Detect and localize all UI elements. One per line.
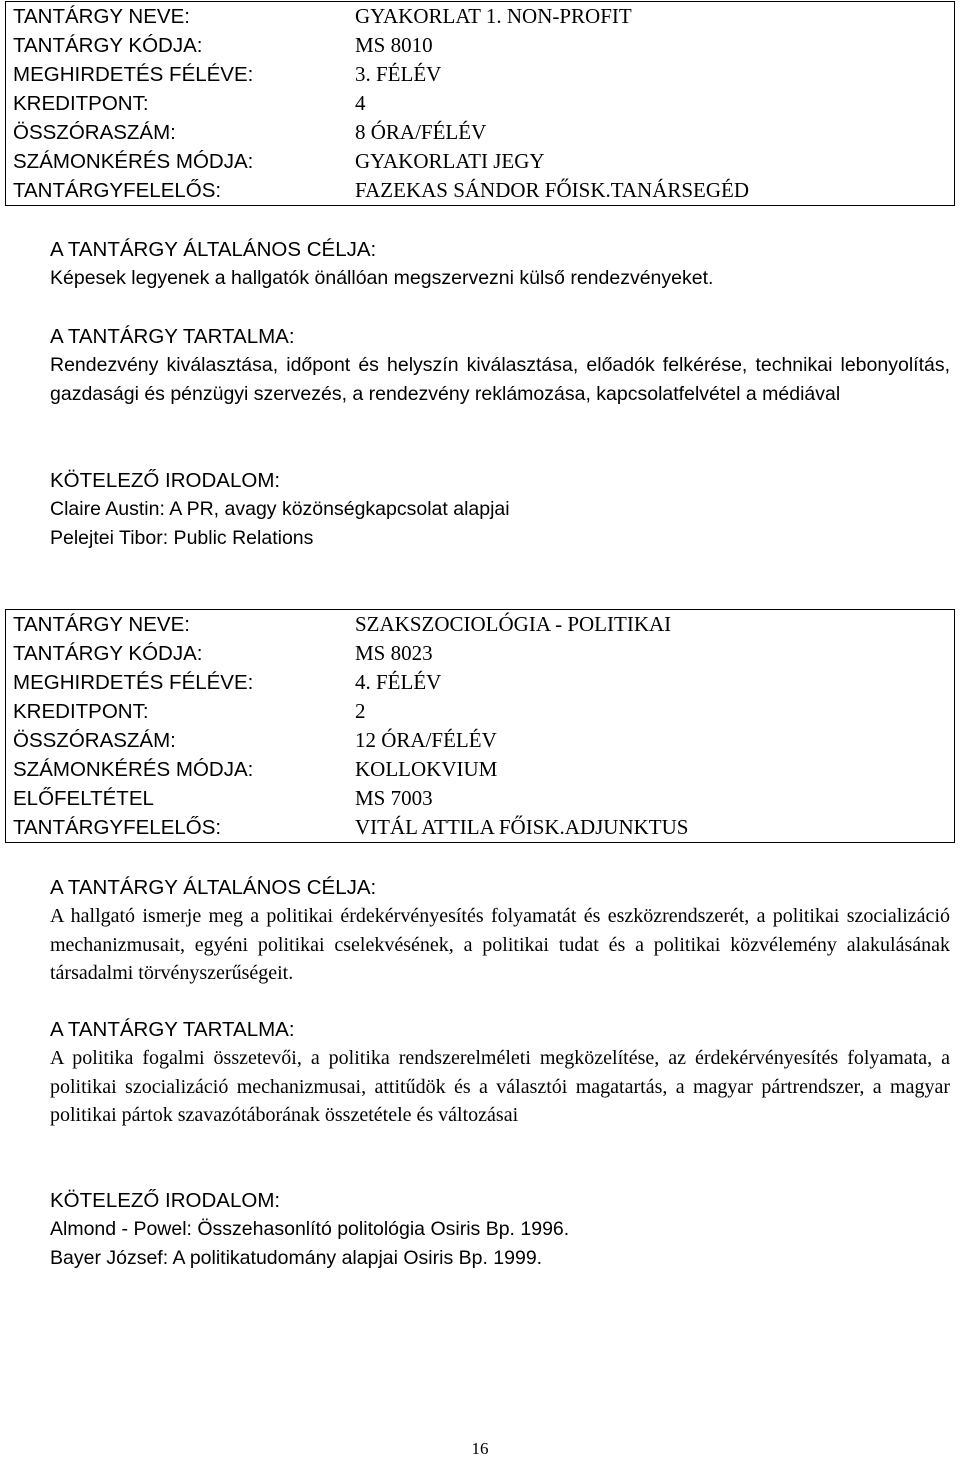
course2-row-name [6, 610, 954, 639]
course1-name-value: GYAKORLAT 1. NON-PROFIT [355, 4, 632, 28]
course2-hours-value: 12 ÓRA/FÉLÉV [355, 728, 497, 752]
course1-responsible-label: TANTÁRGYFELELŐS: [13, 179, 222, 202]
course2-row-semester [6, 668, 954, 697]
course2-credits-value: 2 [355, 699, 366, 723]
course2-content-heading: A TANTÁRGY TARTALMA: [50, 1018, 295, 1041]
course2-semester-label: MEGHIRDETÉS FÉLÉVE: [13, 671, 254, 694]
course1-info-table [5, 1, 955, 206]
course2-assessment-value: KOLLOKVIUM [355, 757, 498, 781]
course1-content-section [50, 323, 950, 408]
course2-row-prerequisite [6, 784, 954, 813]
course1-code-value: MS 8010 [355, 33, 433, 57]
course2-info-table [5, 609, 955, 843]
course1-assessment-value: GYAKORLATI JEGY [355, 149, 545, 173]
course2-responsible-value: VITÁL ATTILA FŐISK.ADJUNKTUS [355, 815, 689, 839]
course2-literature-section [50, 1187, 950, 1272]
course2-code-value: MS 8023 [355, 641, 433, 665]
course2-literature-heading: KÖTELEZŐ IRODALOM: [50, 1189, 281, 1212]
course2-row-responsible [6, 813, 954, 842]
course2-semester-value: 4. FÉLÉV [355, 670, 442, 694]
course2-prerequisite-value: MS 7003 [355, 786, 433, 810]
course1-responsible-value: FAZEKAS SÁNDOR FŐISK.TANÁRSEGÉD [355, 178, 750, 202]
course1-row-name [6, 2, 954, 31]
course1-hours-label: ÖSSZÓRASZÁM: [13, 121, 176, 144]
course2-hours-label: ÖSSZÓRASZÁM: [13, 729, 176, 752]
course1-code-label: TANTÁRGY KÓDJA: [13, 34, 203, 57]
course2-assessment-label: SZÁMONKÉRÉS MÓDJA: [13, 758, 254, 781]
course2-row-credits [6, 697, 954, 726]
course2-literature-item: Bayer József: A politikatudomány alapjai Osiris Bp. 1999. [50, 1246, 543, 1269]
course1-credits-label: KREDITPONT: [13, 92, 149, 115]
course2-literature-item: Almond - Powel: Összehasonlító politológia Osiris Bp. 1996. [50, 1218, 570, 1240]
course2-row-assessment [6, 755, 954, 784]
course1-credits-value: 4 [355, 91, 366, 115]
page-number: 16 [471, 1439, 489, 1458]
course1-semester-label: MEGHIRDETÉS FÉLÉVE: [13, 63, 254, 86]
course2-name-value: SZAKSZOCIOLÓGIA - POLITIKAI [355, 612, 672, 636]
course1-content-heading: A TANTÁRGY TARTALMA: [50, 325, 295, 348]
course2-goal-text: A hallgató ismerje meg a politikai érdekérvényesítés folyamatát és eszközrendszerét, a politikai szocializáció mechanizmusait, egyéni politikai cselekvésének, a politikai tudat és a politikai közvélemény alakulásának társadalmi törvényszerűségeit. [50, 905, 950, 984]
course2-content-section [50, 1016, 950, 1130]
course1-row-assessment [6, 147, 954, 176]
course1-literature-section [50, 467, 950, 552]
course1-goal-heading: A TANTÁRGY ÁLTALÁNOS CÉLJA: [50, 238, 377, 261]
course1-row-responsible [6, 176, 954, 205]
course1-goal-section [50, 236, 950, 293]
course2-credits-label: KREDITPONT: [13, 700, 149, 723]
course2-content-text: A politika fogalmi összetevői, a politika rendszerelméleti megközelítése, az érdekérvényesítés folyamata, a politikai szocializáció mechanizmusai, attitűdök és a választói magatartás, a magyar pártrendszer, a magyar politikai pártok szavazótáborának összetétele és változásai [50, 1047, 950, 1126]
course1-row-hours [6, 118, 954, 147]
course2-code-label: TANTÁRGY KÓDJA: [13, 642, 203, 665]
course1-goal-text: Képesek legyenek a hallgatók önállóan megszervezni külső rendezvényeket. [50, 267, 714, 289]
course1-row-code [6, 31, 954, 60]
course2-row-code [6, 639, 954, 668]
course2-row-hours [6, 726, 954, 755]
course2-prerequisite-label: ELŐFELTÉTEL [13, 787, 154, 810]
course1-hours-value: 8 ÓRA/FÉLÉV [355, 120, 487, 144]
course1-content-text: Rendezvény kiválasztása, időpont és helyszín kiválasztása, előadók felkérése, technikai lebonyolítás, gazdasági és pénzügyi szervezés, a rendezvény reklámozása, kapcsolatfelvétel a médiával [50, 354, 950, 405]
course2-goal-heading: A TANTÁRGY ÁLTALÁNOS CÉLJA: [50, 876, 377, 899]
course1-semester-value: 3. FÉLÉV [355, 62, 442, 86]
course1-row-semester [6, 60, 954, 89]
course1-literature-heading: KÖTELEZŐ IRODALOM: [50, 469, 281, 492]
course1-literature-item: Claire Austin: A PR, avagy közönségkapcsolat alapjai [50, 498, 510, 520]
course2-responsible-label: TANTÁRGYFELELŐS: [13, 816, 222, 839]
course1-assessment-label: SZÁMONKÉRÉS MÓDJA: [13, 150, 254, 173]
course1-row-credits [6, 89, 954, 118]
course2-name-label: TANTÁRGY NEVE: [13, 613, 190, 636]
course1-name-label: TANTÁRGY NEVE: [13, 5, 190, 28]
course2-goal-section [50, 874, 950, 988]
course1-literature-item: Pelejtei Tibor: Public Relations [50, 526, 314, 549]
